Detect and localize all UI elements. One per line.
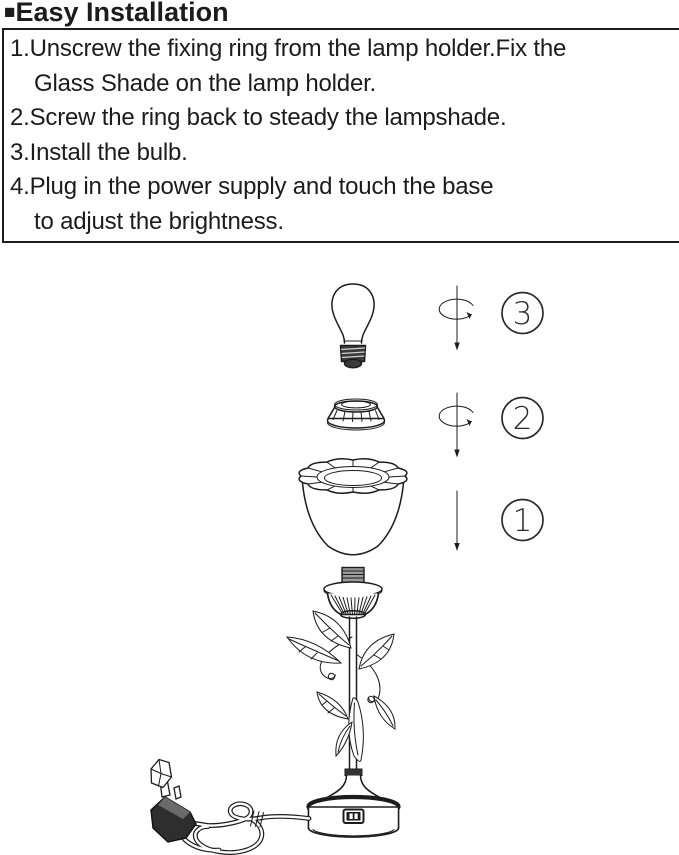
lamp-base-icon bbox=[309, 769, 399, 837]
step-marker-2-label: 2 bbox=[512, 401, 533, 437]
lamp-assembly-diagram bbox=[0, 245, 679, 855]
glass-shade-icon bbox=[299, 459, 407, 555]
light-bulb-icon bbox=[332, 284, 374, 368]
lamp-holder-icon bbox=[324, 568, 382, 619]
instruction-line-3: 3.Install the bulb. bbox=[10, 138, 188, 166]
fixing-ring-icon bbox=[328, 399, 385, 430]
decorative-leaf-stem-icon bbox=[287, 611, 395, 770]
usb-port-icon bbox=[344, 810, 364, 824]
instruction-box bbox=[2, 28, 679, 243]
page-title bbox=[4, 0, 229, 28]
page-title-text: Easy Installation bbox=[15, 0, 229, 27]
rotate-arrow-icon bbox=[439, 393, 473, 458]
power-cord-icon bbox=[183, 804, 310, 853]
instruction-line-4b: to adjust the brightness. bbox=[34, 207, 284, 235]
rotate-arrow-icon bbox=[439, 286, 473, 351]
step-marker-2 bbox=[502, 398, 543, 439]
instruction-line-1b: Glass Shade on the lamp holder. bbox=[34, 69, 377, 97]
instruction-line-4: 4.Plug in the power supply and touch the base bbox=[10, 173, 494, 200]
step-marker-1-label: 1 bbox=[512, 503, 533, 539]
step-marker-3 bbox=[502, 293, 543, 334]
down-arrow-icon bbox=[454, 491, 459, 551]
step-marker-1 bbox=[502, 500, 543, 541]
square-bullet-icon: ■ bbox=[4, 2, 16, 23]
power-plug-icon bbox=[151, 779, 196, 842]
step-marker-3-label: 3 bbox=[512, 296, 533, 332]
instruction-line-1: 1.Unscrew the fixing ring from the lamp holder.Fix the bbox=[10, 35, 567, 62]
instruction-line-2: 2.Screw the ring back to steady the lampshade. bbox=[10, 104, 507, 131]
